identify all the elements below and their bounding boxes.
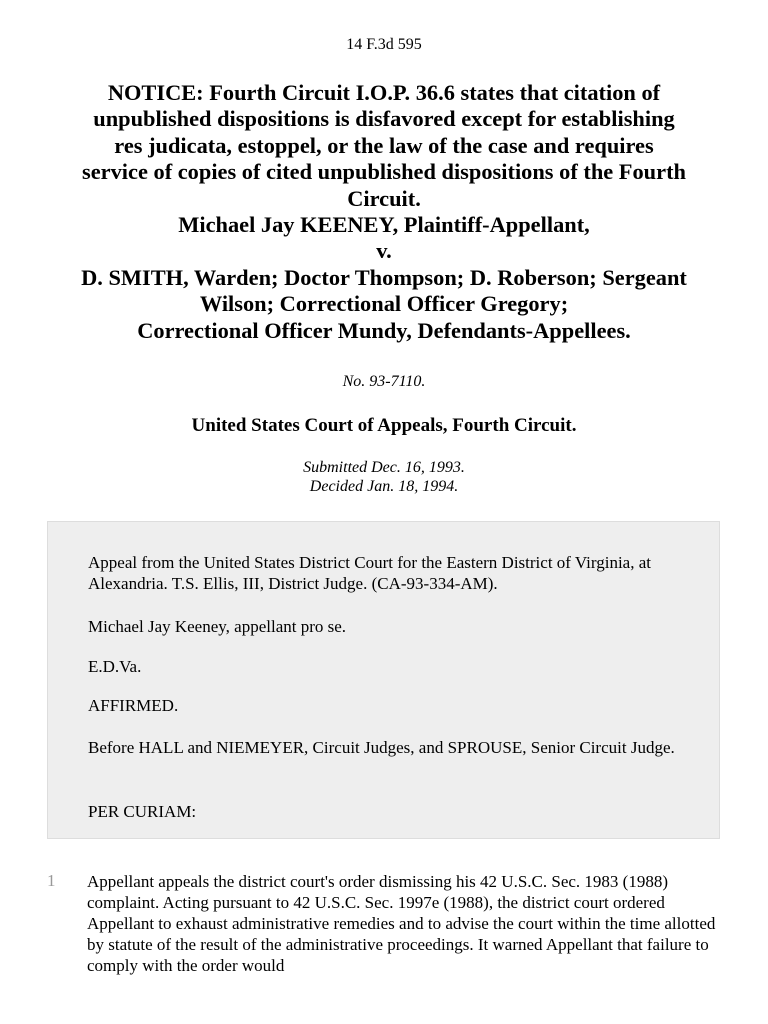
- notice-line: service of copies of cited unpublished dispositions of the Fourth: [82, 159, 686, 185]
- versus-line: v.: [376, 238, 392, 264]
- case-heading: [40, 80, 728, 344]
- notice-line: Circuit.: [347, 185, 421, 211]
- notice-line: unpublished dispositions is disfavored except for establishing: [93, 106, 675, 132]
- docket-number: No. 93-7110.: [342, 373, 426, 390]
- defendants-line: D. SMITH, Warden; Doctor Thompson; D. Roberson; Sergeant: [81, 264, 687, 290]
- court-name: United States Court of Appeals, Fourth Circuit.: [191, 415, 577, 436]
- defendants-line: Wilson; Correctional Officer Gregory;: [199, 291, 569, 317]
- notice-line: res judicata, estoppel, or the law of the case and requires: [114, 132, 654, 158]
- district-text: E.D.Va.: [88, 657, 142, 676]
- opinion-paragraph: Appellant appeals the district court's order dismissing his 42 U.S.C. Sec. 1983 (1988) complaint. Acting pursuant to 42 U.S.C. Sec. 1997e (1988), the district court ordered Appellant to exhaust administrative remedies and to advise the court within the time allotted by statute of the result of the administrative proceedings. It warned Appellant that failure to comply with the order would: [87, 872, 716, 975]
- decided-date: Decided Jan. 18, 1994.: [309, 478, 459, 495]
- notice-line: NOTICE: Fourth Circuit I.O.P. 36.6 states that citation of: [107, 80, 661, 105]
- counsel-text: Michael Jay Keeney, appellant pro se.: [88, 617, 347, 636]
- case-dates: [0, 458, 768, 496]
- defendants-line: Correctional Officer Mundy, Defendants-Appellees.: [137, 317, 631, 343]
- paragraph-number: 1: [47, 871, 56, 890]
- appeal-from-text: Appeal from the United States District Court for the Eastern District of Virginia, at Alexandria. T.S. Ellis, III, District Judge. (CA-93-334-AM).: [88, 553, 652, 593]
- per-curiam-label: PER CURIAM:: [88, 802, 197, 821]
- case-summary-panel: [47, 521, 720, 839]
- panel-text: Before HALL and NIEMEYER, Circuit Judges, and SPROUSE, Senior Circuit Judge.: [88, 738, 675, 757]
- plaintiff-line: Michael Jay KEENEY, Plaintiff-Appellant,: [178, 212, 590, 238]
- disposition-text: AFFIRMED.: [88, 696, 179, 715]
- case-citation: 14 F.3d 595: [346, 36, 422, 53]
- submitted-date: Submitted Dec. 16, 1993.: [303, 459, 465, 476]
